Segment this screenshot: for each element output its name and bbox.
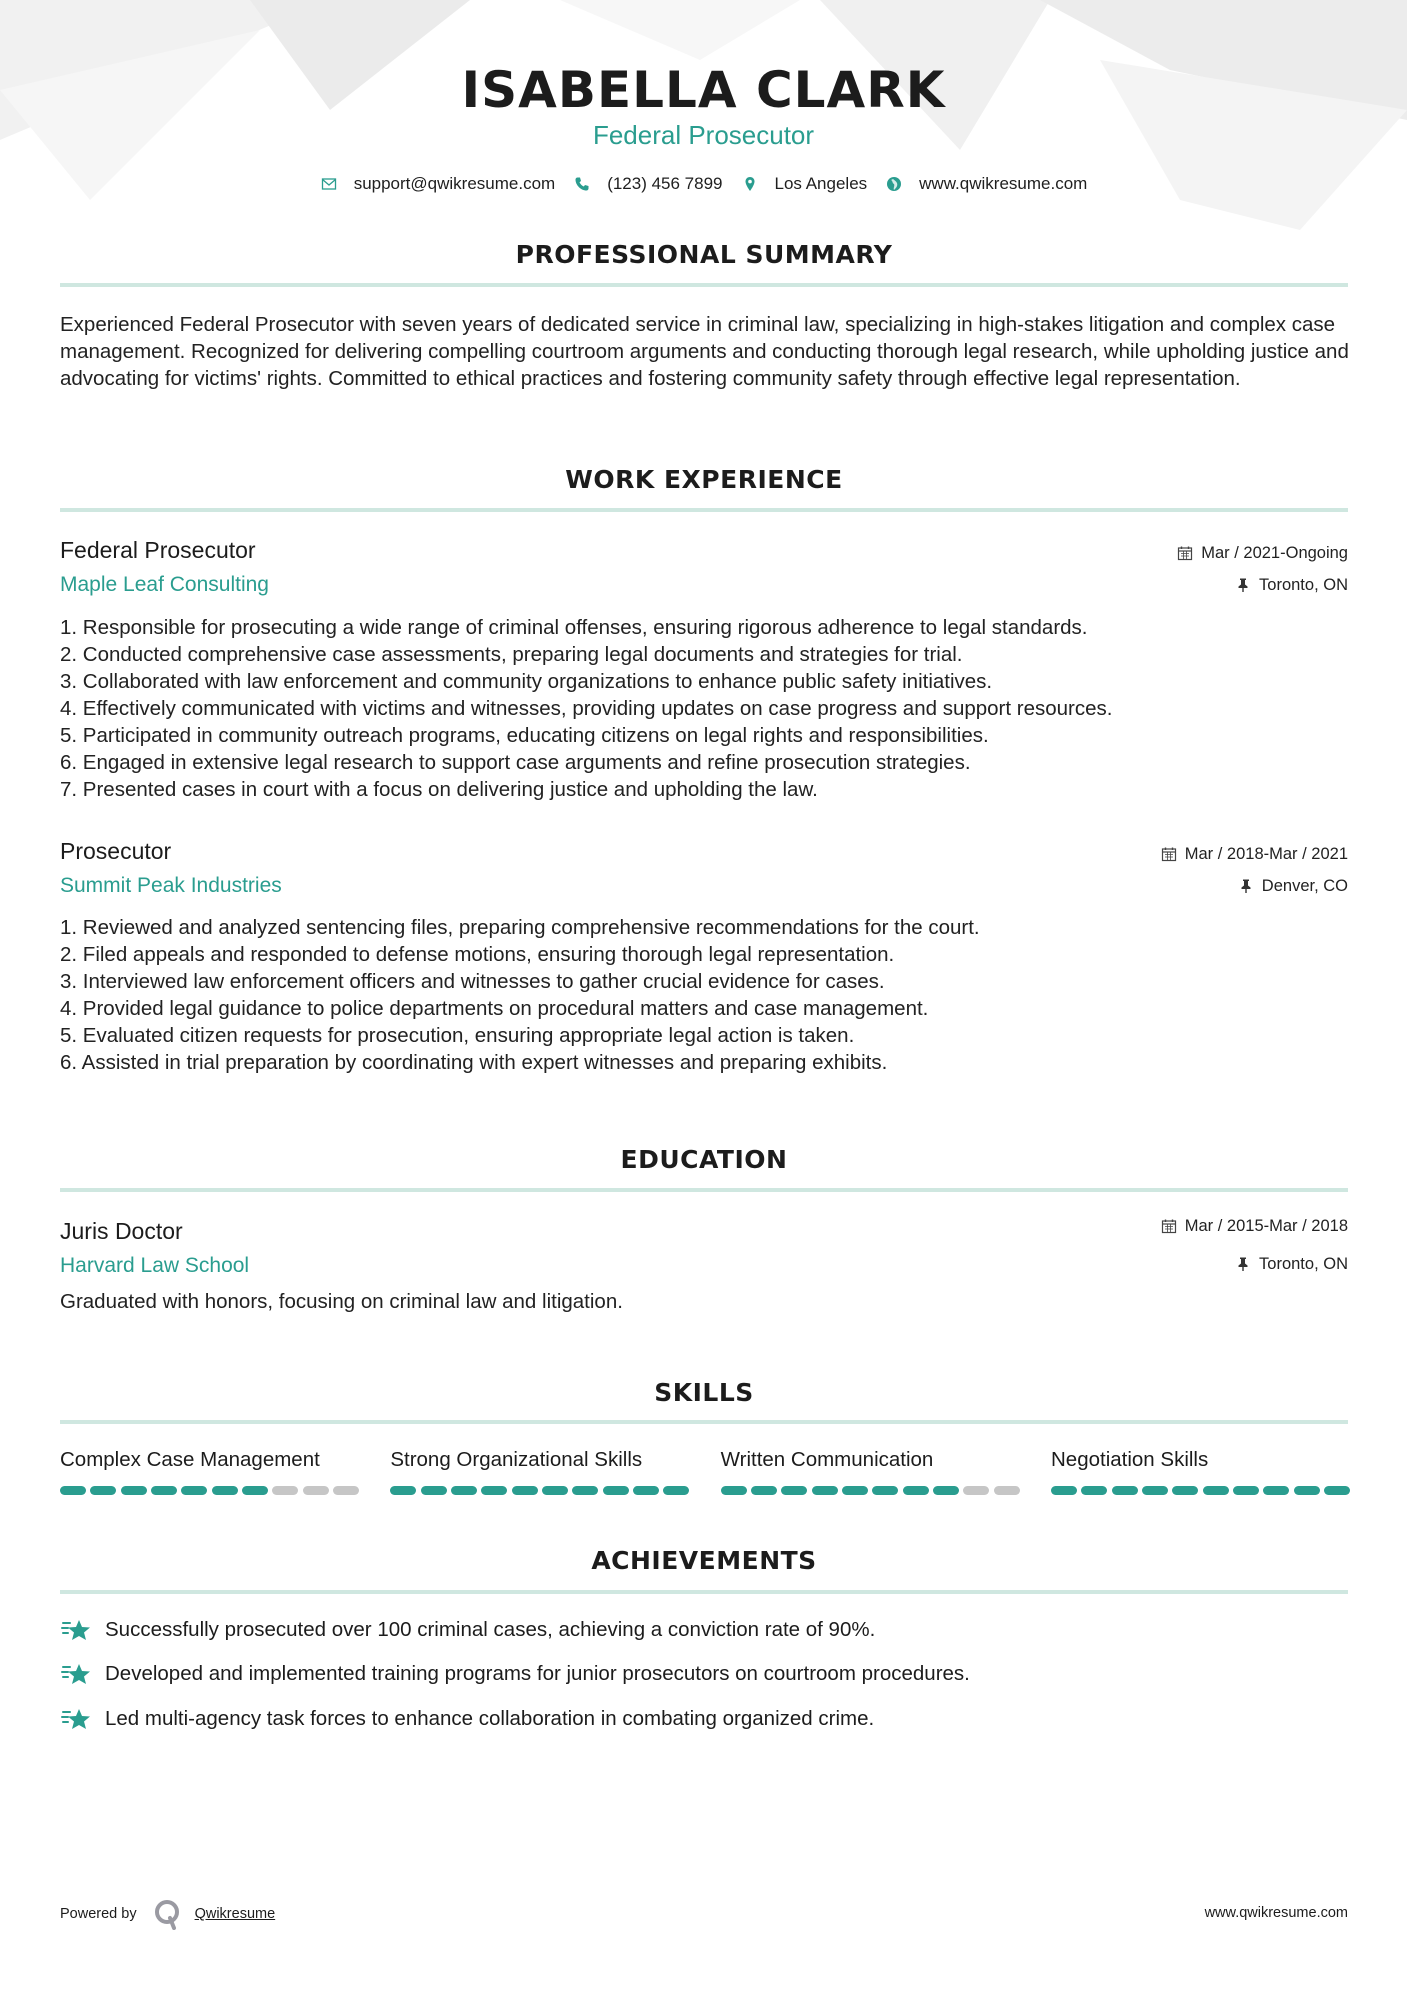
job-bullet: 4. Effectively communicated with victims and witnesses, providing updates on case progress and support resources. bbox=[60, 697, 1113, 720]
skill-segment-filled bbox=[1142, 1486, 1168, 1495]
skill-segment-filled bbox=[903, 1486, 929, 1495]
skill-rating-bar bbox=[390, 1486, 689, 1495]
skill-segment-filled bbox=[212, 1486, 238, 1495]
education-description: Graduated with honors, focusing on criminal law and litigation. bbox=[60, 1290, 623, 1313]
skill-segment-filled bbox=[842, 1486, 868, 1495]
skill-segment-filled bbox=[1081, 1486, 1107, 1495]
achievement-item bbox=[60, 1616, 1350, 1644]
skill-rating-bar bbox=[721, 1486, 1020, 1495]
skill-segment-filled bbox=[542, 1486, 568, 1495]
skill-segment-filled bbox=[390, 1486, 416, 1495]
skill-segment-filled bbox=[633, 1486, 659, 1495]
education-dates-text: Mar / 2015-Mar / 2018 bbox=[1184, 1217, 1348, 1235]
job-bullet: 6. Engaged in extensive legal research to support case arguments and refine prosecution strategies. bbox=[60, 751, 971, 774]
skill-segment-filled bbox=[1263, 1486, 1289, 1495]
footer-website-link[interactable]: www.qwikresume.com bbox=[1204, 1905, 1348, 1921]
skill-segment-empty bbox=[994, 1486, 1020, 1495]
skill-segment-empty bbox=[333, 1486, 359, 1495]
skill-segment-filled bbox=[121, 1486, 147, 1495]
job-title: Federal Prosecutor bbox=[60, 537, 256, 563]
section-divider bbox=[60, 508, 1348, 512]
contact-email-text: support@qwikresume.com bbox=[353, 174, 556, 193]
job-bullet: 4. Provided legal guidance to police departments on procedural matters and case management. bbox=[60, 997, 929, 1020]
job-bullets bbox=[60, 614, 1350, 803]
section-heading-experience: WORK EXPERIENCE bbox=[565, 465, 843, 494]
job-bullet: 3. Interviewed law enforcement officers and witnesses to gather crucial evidence for cases. bbox=[60, 970, 885, 993]
job-location-text: Denver, CO bbox=[1261, 877, 1348, 895]
contact-location bbox=[741, 172, 868, 196]
section-heading-summary: PROFESSIONAL SUMMARY bbox=[515, 240, 893, 269]
calendar-icon bbox=[1161, 1218, 1177, 1234]
job-bullet: 7. Presented cases in court with a focus on delivering justice and upholding the law. bbox=[60, 778, 818, 801]
skill-segment-empty bbox=[272, 1486, 298, 1495]
skills-grid bbox=[60, 1445, 1350, 1495]
powered-by-label: Powered by bbox=[60, 1906, 137, 1922]
skill-rating-bar bbox=[60, 1486, 359, 1495]
skill-segment-empty bbox=[303, 1486, 329, 1495]
skill-segment-filled bbox=[933, 1486, 959, 1495]
skill-segment-filled bbox=[90, 1486, 116, 1495]
contact-website-text: www.qwikresume.com bbox=[919, 174, 1088, 193]
calendar-icon bbox=[1177, 545, 1193, 561]
skill-segment-filled bbox=[1172, 1486, 1198, 1495]
job-company: Summit Peak Industries bbox=[60, 874, 282, 897]
skill-segment-filled bbox=[60, 1486, 86, 1495]
education-dates bbox=[1161, 1215, 1348, 1237]
education-degree: Juris Doctor bbox=[60, 1218, 183, 1244]
section-divider bbox=[60, 1590, 1348, 1594]
achievement-text: Successfully prosecuted over 100 criminal cases, achieving a conviction rate of 90%. bbox=[105, 1618, 876, 1641]
education-location bbox=[1235, 1253, 1348, 1275]
job-bullet: 5. Evaluated citizen requests for prosecution, ensuring appropriate legal action is taken. bbox=[60, 1024, 855, 1047]
map-marker-icon bbox=[741, 175, 759, 193]
job-bullet: 1. Reviewed and analyzed sentencing files, preparing comprehensive recommendations for the court. bbox=[60, 916, 980, 939]
section-divider bbox=[60, 1188, 1348, 1192]
skill-item bbox=[1051, 1445, 1350, 1495]
section-heading-education: EDUCATION bbox=[620, 1145, 788, 1174]
skill-segment-filled bbox=[781, 1486, 807, 1495]
job-dates bbox=[1161, 843, 1348, 865]
skill-item bbox=[60, 1445, 359, 1495]
star-icon bbox=[60, 1660, 92, 1688]
contact-phone[interactable] bbox=[573, 172, 722, 196]
skill-segment-filled bbox=[151, 1486, 177, 1495]
job-location bbox=[1238, 875, 1348, 897]
phone-icon bbox=[573, 175, 591, 193]
job-location-text: Toronto, ON bbox=[1259, 576, 1348, 594]
summary-text: Experienced Federal Prosecutor with seven years of dedicated service in criminal law, specializing in high-stakes litigation and complex case management. Recognized for delivering compelling courtroom arguments and conducting thorough legal research, while upholding justice and advocating for victims' rights. Committed to ethical practices and fostering community safety through effective legal representation. bbox=[60, 313, 1349, 390]
section-divider bbox=[60, 1420, 1348, 1424]
section-heading-achievements: ACHIEVEMENTS bbox=[591, 1546, 817, 1575]
job-company: Maple Leaf Consulting bbox=[60, 573, 269, 596]
section-divider bbox=[60, 283, 1348, 287]
contact-phone-text: (123) 456 7899 bbox=[607, 174, 723, 193]
skill-segment-filled bbox=[1324, 1486, 1350, 1495]
skill-segment-filled bbox=[1051, 1486, 1077, 1495]
job-bullet: 2. Conducted comprehensive case assessments, preparing legal documents and strategies for trial. bbox=[60, 643, 963, 666]
skill-segment-filled bbox=[451, 1486, 477, 1495]
skill-segment-filled bbox=[242, 1486, 268, 1495]
star-icon bbox=[60, 1616, 92, 1644]
skill-item bbox=[390, 1445, 689, 1495]
job-bullet: 5. Participated in community outreach programs, educating citizens on legal rights and responsibilities. bbox=[60, 724, 989, 747]
section-heading-skills: SKILLS bbox=[654, 1378, 754, 1407]
skill-segment-filled bbox=[872, 1486, 898, 1495]
skill-label: Strong Organizational Skills bbox=[390, 1448, 643, 1471]
globe-icon bbox=[885, 175, 903, 193]
skill-segment-empty bbox=[963, 1486, 989, 1495]
education-school: Harvard Law School bbox=[60, 1254, 250, 1277]
skill-segment-filled bbox=[1112, 1486, 1138, 1495]
pushpin-icon bbox=[1238, 878, 1254, 894]
job-dates-text: Mar / 2018-Mar / 2021 bbox=[1184, 845, 1348, 863]
skill-segment-filled bbox=[812, 1486, 838, 1495]
skill-label: Written Communication bbox=[720, 1448, 934, 1471]
skill-segment-filled bbox=[603, 1486, 629, 1495]
skill-segment-filled bbox=[721, 1486, 747, 1495]
skill-segment-filled bbox=[181, 1486, 207, 1495]
job-bullet: 1. Responsible for prosecuting a wide range of criminal offenses, ensuring rigorous adherence to legal standards. bbox=[60, 616, 1088, 639]
contact-website[interactable] bbox=[885, 172, 1087, 196]
skill-segment-filled bbox=[1294, 1486, 1320, 1495]
job-title: Prosecutor bbox=[60, 838, 172, 864]
skill-segment-filled bbox=[481, 1486, 507, 1495]
skill-label: Negotiation Skills bbox=[1050, 1448, 1209, 1471]
job-dates bbox=[1177, 542, 1348, 564]
contact-location-text: Los Angeles bbox=[774, 174, 868, 193]
job-dates-text: Mar / 2021-Ongoing bbox=[1201, 544, 1348, 562]
job-bullet: 6. Assisted in trial preparation by coordinating with expert witnesses and preparing exhibits. bbox=[60, 1051, 888, 1074]
pushpin-icon bbox=[1235, 1256, 1251, 1272]
job-bullets bbox=[60, 914, 1350, 1076]
skill-segment-filled bbox=[663, 1486, 689, 1495]
candidate-title: Federal Prosecutor bbox=[592, 120, 815, 150]
achievement-item bbox=[60, 1705, 1350, 1733]
qwikresume-link[interactable]: Qwikresume bbox=[194, 1906, 276, 1922]
achievement-item bbox=[60, 1660, 1350, 1688]
achievement-text: Led multi-agency task forces to enhance collaboration in combating organized crime. bbox=[105, 1707, 875, 1730]
achievement-text: Developed and implemented training programs for junior prosecutors on courtroom procedures. bbox=[105, 1662, 970, 1685]
envelope-icon bbox=[320, 175, 338, 193]
footer-powered-by bbox=[60, 1898, 275, 1930]
job-bullet: 3. Collaborated with law enforcement and community organizations to enhance public safety initiatives. bbox=[60, 670, 993, 693]
job-location bbox=[1235, 574, 1348, 596]
job-bullet: 2. Filed appeals and responded to defense motions, ensuring thorough legal representation. bbox=[60, 943, 895, 966]
skill-rating-bar bbox=[1051, 1486, 1350, 1495]
qwikresume-logo-icon bbox=[153, 1898, 183, 1930]
skill-segment-filled bbox=[1233, 1486, 1259, 1495]
skill-segment-filled bbox=[572, 1486, 598, 1495]
star-icon bbox=[60, 1705, 92, 1733]
candidate-name: ISABELLA CLARK bbox=[461, 61, 946, 119]
skill-segment-filled bbox=[751, 1486, 777, 1495]
education-location-text: Toronto, ON bbox=[1259, 1255, 1348, 1273]
skill-item bbox=[721, 1445, 1020, 1495]
skill-segment-filled bbox=[512, 1486, 538, 1495]
pushpin-icon bbox=[1235, 577, 1251, 593]
calendar-icon bbox=[1161, 846, 1177, 862]
skill-label: Complex Case Management bbox=[60, 1448, 320, 1471]
skill-segment-filled bbox=[1203, 1486, 1229, 1495]
contact-email[interactable] bbox=[320, 172, 556, 196]
contact-row bbox=[0, 172, 1407, 196]
skill-segment-filled bbox=[421, 1486, 447, 1495]
